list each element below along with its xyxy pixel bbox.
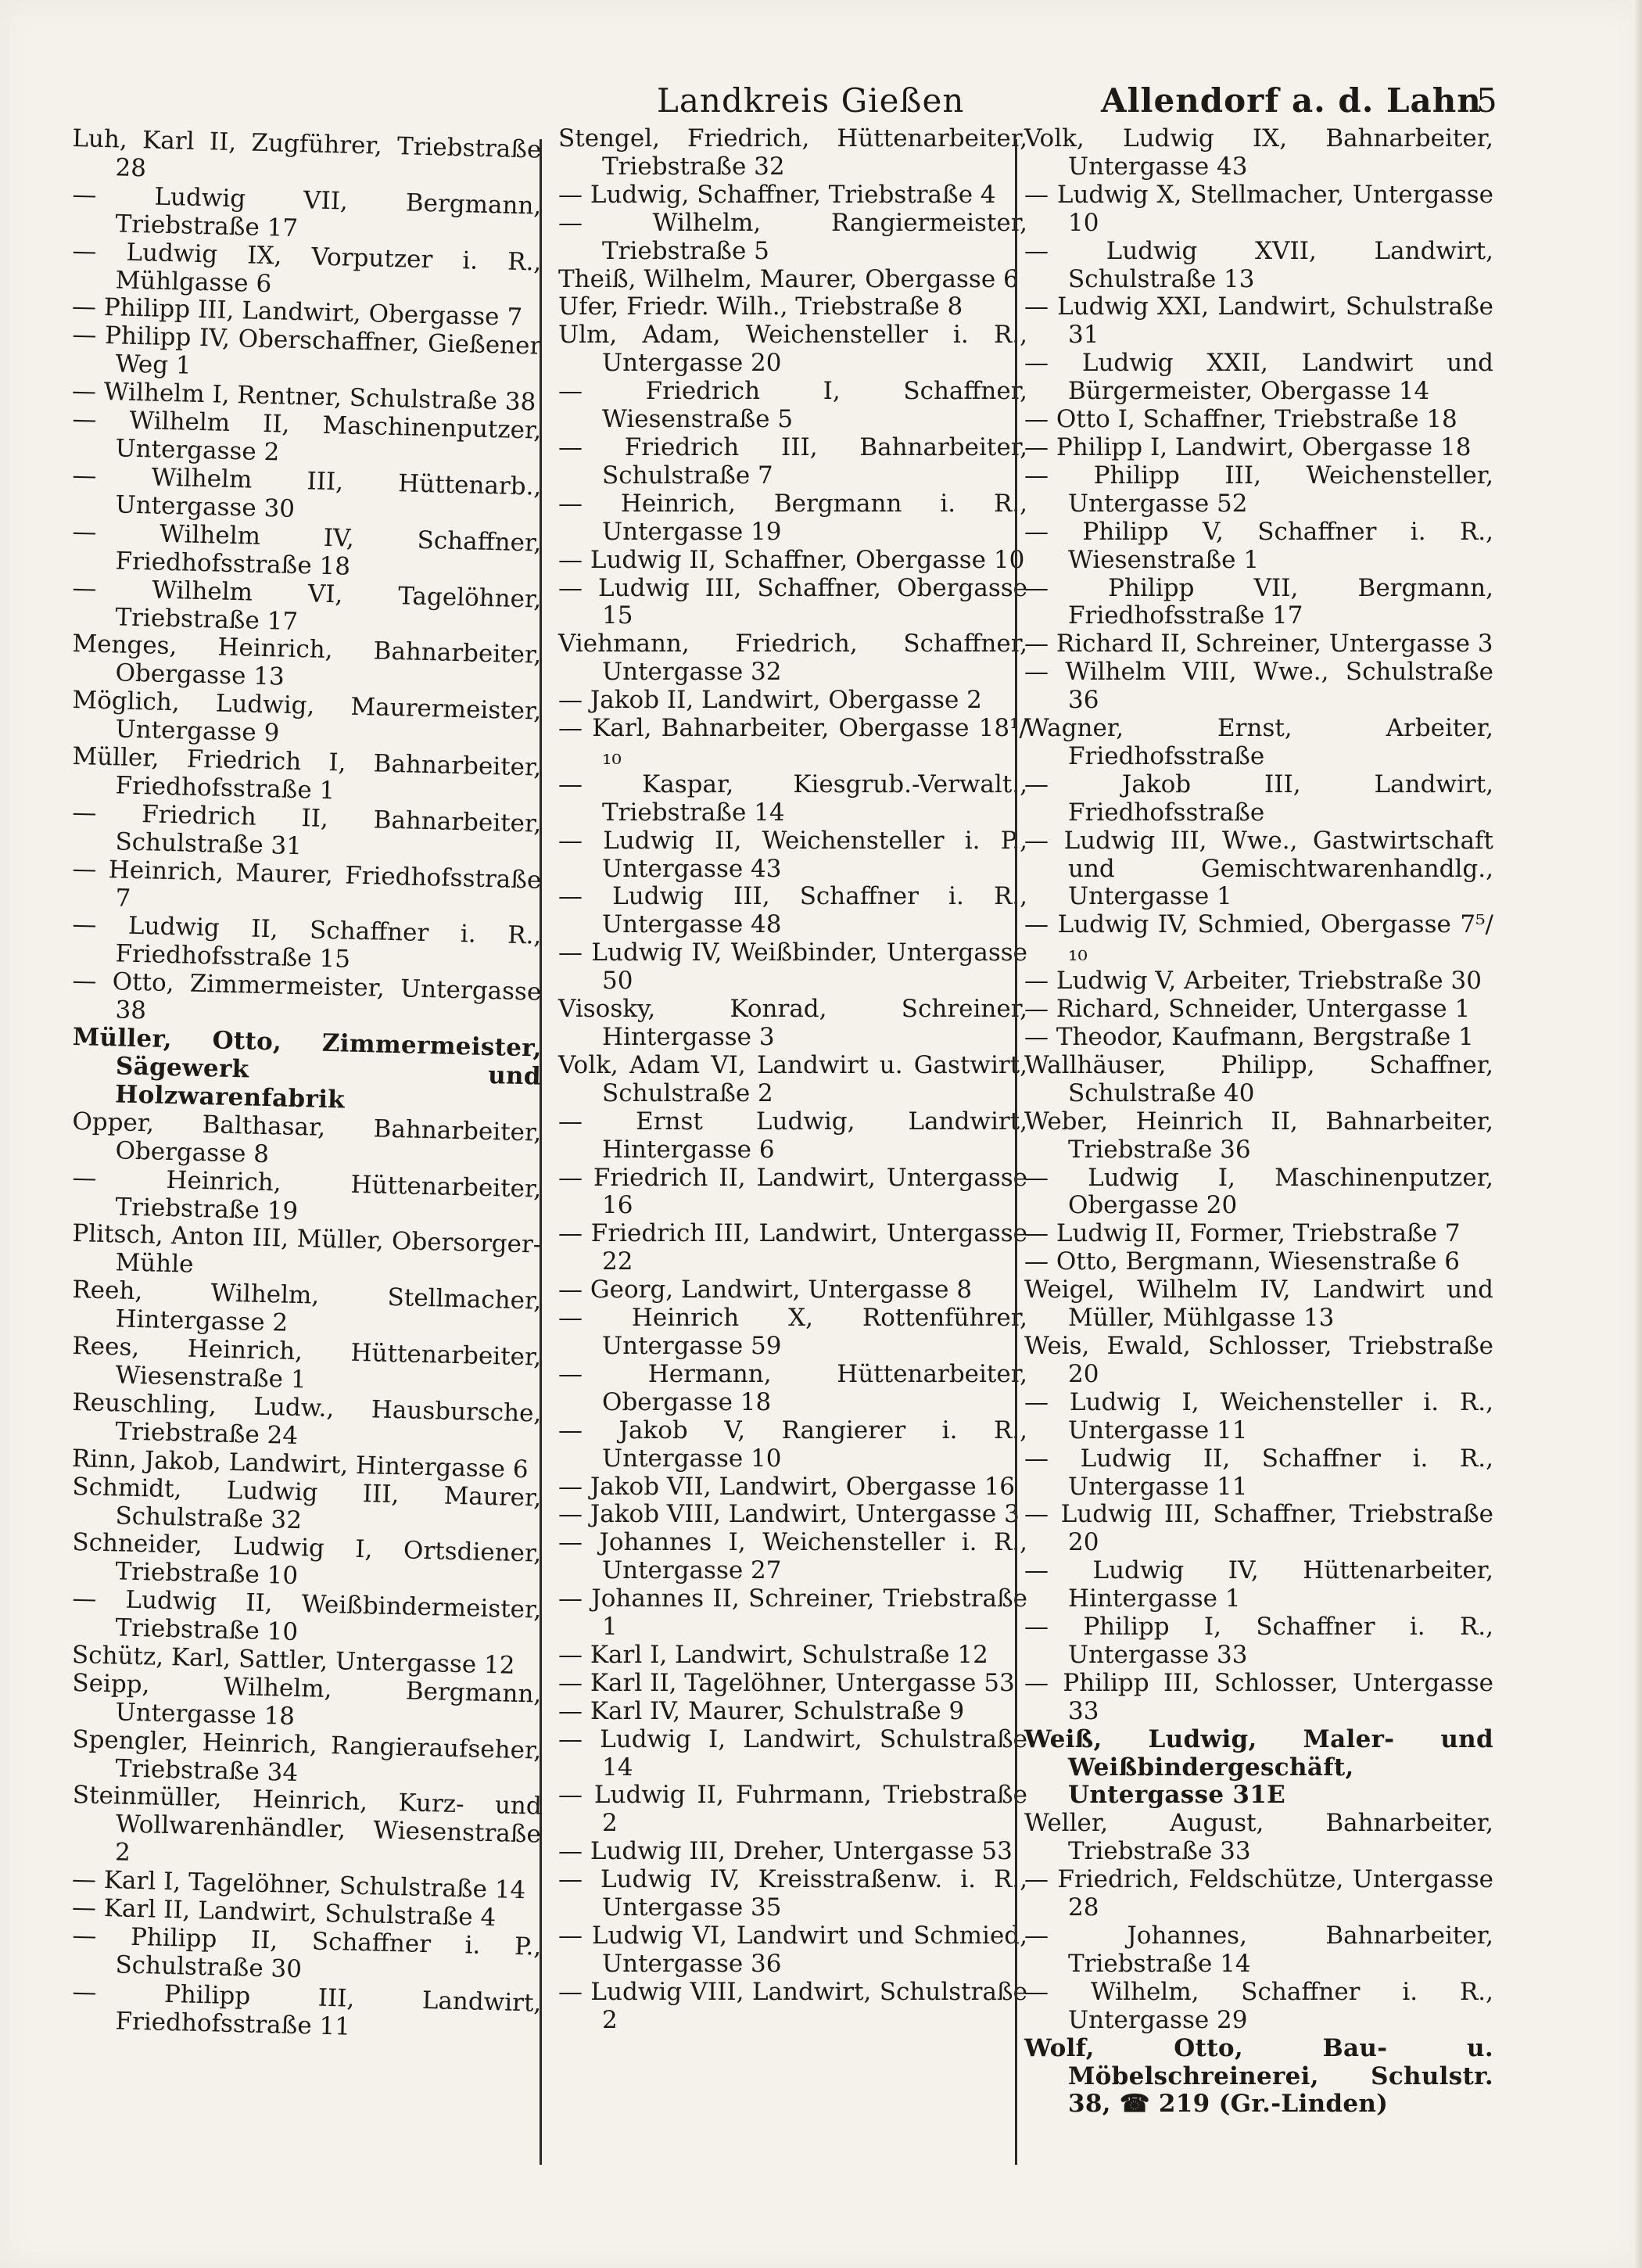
- directory-entry: — Philipp III, Weichensteller, Untergasse 52: [1024, 461, 1493, 518]
- directory-entry: — Ludwig IV, Weißbinder, Untergasse 50: [558, 938, 1027, 996]
- directory-entry: Seipp, Wilhelm, Bergmann, Untergasse 18: [72, 1668, 542, 1731]
- directory-entry: — Friedrich III, Bahnarbeiter, Schulstraße 7: [558, 432, 1027, 490]
- directory-entry: — Ludwig IV, Kreisstraßenw. i. R., Untergasse 35: [558, 1865, 1027, 1922]
- directory-entry-advert: Wolf, Otto, Bau- u. Möbelschreinerei, Schulstr. 38, ☎ 219 (Gr.-Linden): [1024, 2033, 1493, 2119]
- directory-entry: — Friedrich I, Schaffner, Wiesenstraße 5: [558, 377, 1027, 434]
- directory-entry: Weller, August, Bahnarbeiter, Triebstraße 33: [1024, 1809, 1493, 1866]
- directory-entry: — Karl, Bahnarbeiter, Obergasse 18¹/₁₀: [558, 714, 1027, 770]
- running-head-place: Allendorf a. d. Lahn: [1101, 81, 1482, 120]
- directory-entry: — Karl II, Landwirt, Schulstraße 4: [71, 1893, 497, 1932]
- directory-entry: — Johannes, Bahnarbeiter, Triebstraße 14: [1024, 1922, 1493, 1978]
- directory-entry: Schmidt, Ludwig III, Maurer, Schulstraße 32: [72, 1472, 542, 1534]
- directory-entry: — Ludwig II, Schaffner i. R., Friedhofsstraße 15: [72, 910, 542, 974]
- directory-entry: — Ludwig, Schaffner, Triebstraße 4: [558, 180, 996, 209]
- directory-entry: — Wilhelm I, Rentner, Schulstraße 38: [71, 377, 536, 417]
- directory-entry: — Ernst Ludwig, Landwirt, Hintergasse 6: [558, 1107, 1027, 1164]
- directory-entry: Steinmüller, Heinrich, Kurz- und Wollwarenhändler, Wiesenstraße 2: [72, 1781, 543, 1868]
- directory-entry: Wagner, Ernst, Arbeiter, Friedhofsstraße: [1024, 714, 1493, 770]
- directory-entry: — Wilhelm VI, Tagelöhner, Triebstraße 17: [72, 573, 542, 636]
- directory-entry: — Friedrich III, Landwirt, Untergasse 22: [558, 1219, 1027, 1276]
- directory-entry: — Jakob VII, Landwirt, Obergasse 16: [558, 1472, 1016, 1501]
- directory-entry: — Otto, Bergmann, Wiesenstraße 6: [1024, 1247, 1460, 1276]
- directory-entry: Viehmann, Friedrich, Schaffner, Untergasse 32: [558, 630, 1027, 687]
- directory-entry: — Philipp VII, Bergmann, Friedhofsstraße 17: [1024, 573, 1493, 630]
- directory-entry: — Ludwig XXII, Landwirt und Bürgermeister, Obergasse 14: [1024, 349, 1493, 406]
- directory-entry: — Philipp II, Schaffner i. P., Schulstraße 30: [72, 1922, 542, 1984]
- directory-entry: — Wilhelm, Schaffner i. R., Untergasse 29: [1024, 1977, 1493, 2034]
- directory-entry: — Karl IV, Maurer, Schulstraße 9: [558, 1696, 965, 1725]
- directory-entry: — Kaspar, Kiesgrub.-Verwalt., Triebstraße 14: [558, 770, 1027, 827]
- directory-entry: Plitsch, Anton III, Müller, Obersorger-Mühle: [72, 1219, 542, 1279]
- directory-entry: — Philipp I, Schaffner i. R., Untergasse 33: [1024, 1613, 1493, 1669]
- directory-entry: — Ludwig II, Schaffner i. R., Untergasse 11: [1024, 1444, 1493, 1501]
- directory-entry: Rees, Heinrich, Hüttenarbeiter, Wiesenstraße 1: [72, 1331, 542, 1394]
- directory-entry: — Philipp V, Schaffner i. R., Wiesenstraße 1: [1024, 517, 1493, 574]
- directory-entry: — Richard, Schneider, Untergasse 1: [1024, 995, 1471, 1024]
- directory-entry: — Johannes II, Schreiner, Triebstraße 1: [558, 1584, 1027, 1642]
- directory-entry: — Ludwig II, Schaffner, Obergasse 10: [558, 545, 1025, 574]
- directory-entry: — Ludwig IV, Schmied, Obergasse 7⁵/₁₀: [1024, 910, 1493, 967]
- directory-entry: Reuschling, Ludw., Hausbursche, Triebstraße 24: [72, 1387, 542, 1450]
- directory-entry: Weis, Ewald, Schlosser, Triebstraße 20: [1024, 1331, 1493, 1388]
- directory-entry: — Friedrich, Feldschütze, Untergasse 28: [1024, 1865, 1493, 1922]
- directory-entry: Spengler, Heinrich, Rangieraufseher, Triebstraße 34: [72, 1724, 542, 1787]
- directory-entry: Ulm, Adam, Weichensteller i. R., Untergasse 20: [558, 321, 1027, 378]
- directory-entry: — Ludwig I, Landwirt, Schulstraße 14: [558, 1724, 1027, 1782]
- directory-entry: — Ludwig X, Stellmacher, Untergasse 10: [1024, 180, 1493, 237]
- directory-entry: — Karl II, Tagelöhner, Untergasse 53: [558, 1668, 1015, 1697]
- directory-entry: — Philipp III, Landwirt, Obergasse 7: [71, 292, 523, 332]
- directory-entry: — Ludwig II, Weißbindermeister, Triebstraße 10: [72, 1584, 542, 1647]
- directory-entry: — Ludwig III, Schaffner, Triebstraße 20: [1024, 1500, 1493, 1557]
- directory-entry: — Ludwig II, Weichensteller i. P., Untergasse 43: [558, 826, 1027, 883]
- directory-entry: Menges, Heinrich, Bahnarbeiter, Obergasse 13: [72, 630, 542, 691]
- directory-entry: — Ludwig VI, Landwirt und Schmied, Untergasse 36: [558, 1922, 1027, 1978]
- directory-entry: Schneider, Ludwig I, Ortsdiener, Triebstraße 10: [72, 1528, 542, 1591]
- directory-entry: — Ludwig V, Arbeiter, Triebstraße 30: [1024, 967, 1482, 996]
- directory-entry: Möglich, Ludwig, Maurermeister, Untergasse 9: [72, 686, 542, 748]
- directory-entry: — Ludwig III, Schaffner, Obergasse 15: [558, 573, 1027, 630]
- directory-entry: — Philipp I, Landwirt, Obergasse 18: [1024, 432, 1472, 461]
- directory-entry: — Otto, Zimmermeister, Untergasse 38: [72, 967, 542, 1025]
- directory-entry: — Wilhelm IV, Schaffner, Friedhofsstraße 18: [72, 517, 542, 581]
- directory-entry: — Ludwig III, Dreher, Untergasse 53: [558, 1837, 1013, 1866]
- directory-entry: — Jakob II, Landwirt, Obergasse 2: [558, 686, 982, 715]
- directory-entry: — Friedrich II, Landwirt, Untergasse 16: [558, 1163, 1027, 1220]
- directory-entry: — Wilhelm III, Hüttenarb., Untergasse 30: [72, 461, 542, 523]
- directory-entry: — Theodor, Kaufmann, Bergstraße 1: [1024, 1023, 1474, 1051]
- directory-entry: — Ludwig II, Former, Triebstraße 7: [1024, 1219, 1461, 1248]
- directory-entry: — Philipp III, Schlosser, Untergasse 33: [1024, 1668, 1493, 1725]
- directory-entry: Volk, Adam VI, Landwirt u. Gastwirt, Schulstraße 2: [558, 1050, 1027, 1107]
- directory-entry: Visosky, Konrad, Schreiner, Hintergasse 3: [558, 995, 1027, 1051]
- directory-entry: Rinn, Jakob, Landwirt, Hintergasse 6: [71, 1444, 529, 1484]
- directory-entry: — Ludwig I, Maschinenputzer, Obergasse 20: [1024, 1163, 1493, 1220]
- directory-entry: — Georg, Landwirt, Untergasse 8: [558, 1276, 973, 1304]
- directory-entry: — Heinrich, Hüttenarbeiter, Triebstraße 19: [72, 1163, 542, 1226]
- page-header: [0, 81, 1642, 128]
- directory-entry-advert: Weiß, Ludwig, Maler- und Weißbindergeschäft, Untergasse 31E: [1024, 1724, 1493, 1810]
- directory-entry: Wallhäuser, Philipp, Schaffner, Schulstraße 40: [1024, 1050, 1493, 1107]
- running-head-district: Landkreis Gießen: [657, 81, 965, 120]
- directory-column-1: [72, 125, 541, 2174]
- page-number: 5: [1476, 81, 1497, 120]
- directory-entry: Luh, Karl II, Zugführer, Triebstraße 28: [72, 124, 542, 183]
- directory-entry: — Wilhelm II, Maschinenputzer, Untergasse 2: [72, 405, 542, 467]
- directory-entry-advert: Müller, Otto, Zimmermeister, Sägewerk und Holzwarenfabrik: [72, 1023, 543, 1114]
- directory-entry: — Ludwig XVII, Landwirt, Schulstraße 13: [1024, 236, 1493, 293]
- directory-entry: — Ludwig XXI, Landwirt, Schulstraße 31: [1024, 292, 1493, 350]
- directory-column-3: [1024, 125, 1493, 2174]
- directory-entry: — Jakob III, Landwirt, Friedhofsstraße: [1024, 770, 1493, 827]
- directory-entry: Weber, Heinrich II, Bahnarbeiter, Triebstraße 36: [1024, 1107, 1493, 1164]
- directory-entry: — Hermann, Hüttenarbeiter, Obergasse 18: [558, 1359, 1027, 1416]
- directory-entry: — Ludwig I, Weichensteller i. R., Untergasse 11: [1024, 1387, 1493, 1444]
- directory-entry: Weigel, Wilhelm IV, Landwirt und Müller, Mühlgasse 13: [1024, 1276, 1493, 1333]
- directory-entry: — Wilhelm VIII, Wwe., Schulstraße 36: [1024, 658, 1493, 715]
- directory-entry: — Philipp III, Landwirt, Friedhofsstraße 11: [72, 1977, 542, 2041]
- directory-entry: — Karl I, Landwirt, Schulstraße 12: [558, 1640, 988, 1669]
- directory-entry: — Friedrich II, Bahnarbeiter, Schulstraße 31: [72, 798, 542, 860]
- directory-column-2: [558, 125, 1027, 2174]
- directory-entry: Ufer, Friedr. Wilh., Triebstraße 8: [558, 292, 963, 321]
- directory-entry: — Ludwig III, Schaffner i. R., Untergasse 48: [558, 882, 1027, 939]
- directory-entry: Theiß, Wilhelm, Maurer, Obergasse 6: [558, 264, 1019, 293]
- directory-entry: — Otto I, Schaffner, Triebstraße 18: [1024, 405, 1457, 434]
- directory-entry: Müller, Friedrich I, Bahnarbeiter, Friedhofsstraße 1: [72, 741, 542, 806]
- directory-entry: — Richard II, Schreiner, Untergasse 3: [1024, 630, 1493, 659]
- directory-entry: — Ludwig VIII, Landwirt, Schulstraße 2: [558, 1977, 1027, 2034]
- directory-entry: — Jakob VIII, Landwirt, Untergasse 3: [558, 1500, 1020, 1529]
- directory-entry: — Heinrich, Bergmann i. R., Untergasse 19: [558, 489, 1027, 546]
- directory-entry: Opper, Balthasar, Bahnarbeiter, Obergasse 8: [72, 1107, 542, 1168]
- column-divider: [1015, 139, 1017, 2165]
- directory-entry: Reeh, Wilhelm, Stellmacher, Hintergasse 2: [72, 1276, 542, 1337]
- directory-entry: — Ludwig III, Wwe., Gastwirtschaft und Gemischtwarenhandlg., Untergasse 1: [1024, 826, 1493, 911]
- directory-entry: — Wilhelm, Rangiermeister, Triebstraße 5: [558, 208, 1027, 265]
- directory-entry: Volk, Ludwig IX, Bahnarbeiter, Untergasse 43: [1024, 124, 1493, 181]
- page-edge-shadow: [1633, 0, 1642, 2268]
- directory-entry: — Jakob V, Rangierer i. R., Untergasse 10: [558, 1416, 1027, 1473]
- directory-entry: — Ludwig IX, Vorputzer i. R., Mühlgasse 6: [72, 236, 542, 298]
- directory-entry: — Ludwig II, Fuhrmann, Triebstraße 2: [558, 1781, 1027, 1838]
- directory-entry: — Karl I, Tagelöhner, Schulstraße 14: [71, 1865, 526, 1905]
- directory-entry: Stengel, Friedrich, Hüttenarbeiter, Triebstraße 32: [558, 124, 1027, 181]
- directory-entry: — Heinrich, Maurer, Friedhofsstraße 7: [72, 854, 542, 913]
- directory-entry: — Ludwig VII, Bergmann, Triebstraße 17: [72, 180, 542, 242]
- directory-entry: — Heinrich X, Rottenführer, Untergasse 59: [558, 1304, 1027, 1360]
- directory-entry: Schütz, Karl, Sattler, Untergasse 12: [71, 1640, 515, 1680]
- directory-entry: — Ludwig IV, Hüttenarbeiter, Hintergasse 1: [1024, 1556, 1493, 1613]
- directory-entry: — Philipp IV, Oberschaffner, Gießener Weg 1: [72, 321, 542, 380]
- column-divider: [540, 139, 542, 2165]
- directory-entry: — Johannes I, Weichensteller i. R., Untergasse 27: [558, 1528, 1027, 1585]
